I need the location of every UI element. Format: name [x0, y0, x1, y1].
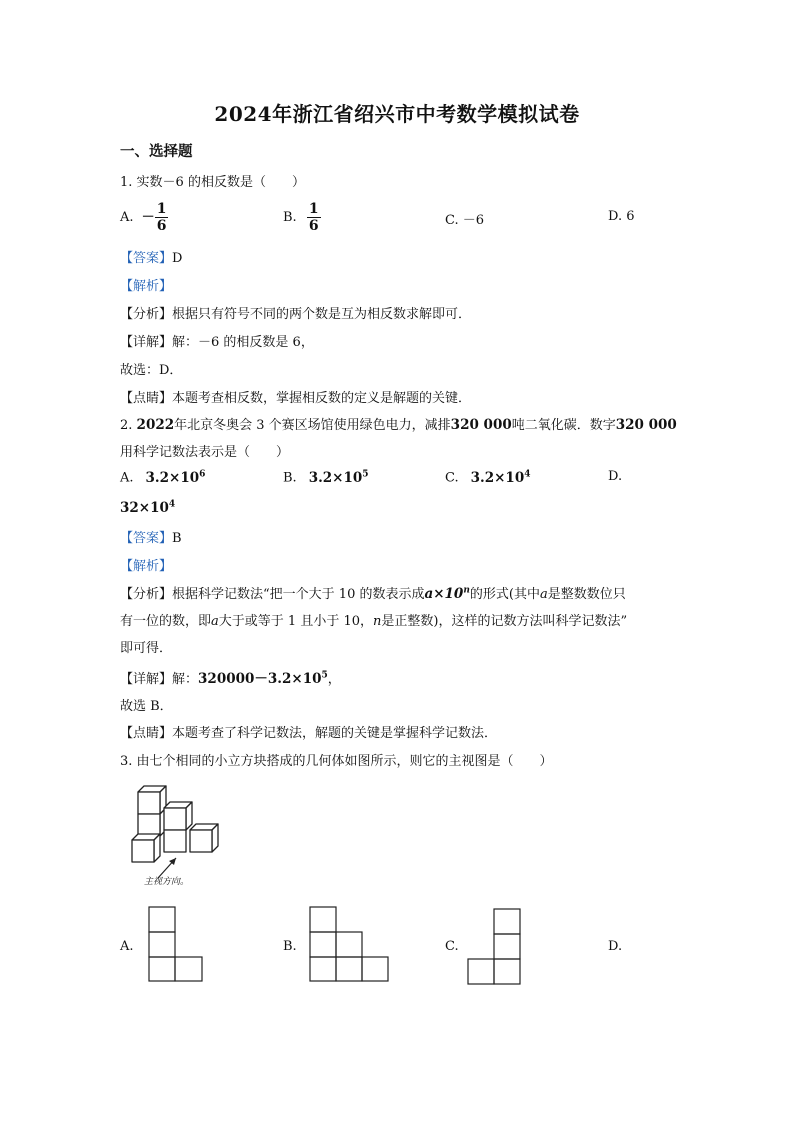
- q1-option-b-fraction: [307, 201, 321, 234]
- math-base: 320000－3.2×10: [198, 671, 322, 687]
- q2-fenxi-line3: 即可得．: [120, 641, 173, 656]
- answer-value: D: [172, 251, 183, 266]
- q3-option-d-label: D.: [608, 939, 623, 954]
- math-base: 3.2×10: [470, 469, 525, 486]
- fenxi-text: 大于或等于 1 且小于 10，: [218, 614, 373, 629]
- q1-option-a: [120, 201, 168, 234]
- q2-stem-text: 吨二氧化碳．数字: [511, 418, 616, 433]
- fenxi-text: 是正整数)，这样的记数方法叫科学记数法”: [381, 614, 628, 629]
- var-a: a: [539, 587, 548, 602]
- fenxi-text: 根据科学记数法“把一个大于 10 的数表示成: [172, 587, 425, 602]
- q2-answer: [120, 527, 182, 546]
- dianjing-text: 本题考查相反数，掌握相反数的定义是解题的关键．: [172, 391, 472, 406]
- q2-xiangjie: [120, 667, 341, 687]
- q1-option-c: C. －6: [445, 213, 485, 228]
- option-label: C.: [445, 470, 459, 486]
- math-base: 3.2×10: [145, 469, 200, 486]
- q2-year: 2022: [136, 417, 175, 433]
- var-a: a: [211, 614, 219, 629]
- q2-option-c: [445, 469, 530, 486]
- q1-option-b-label: B.: [283, 210, 297, 225]
- q1-option-d: D. 6: [608, 209, 635, 224]
- math-base: a×10: [424, 586, 464, 602]
- answer-tag: 【答案】: [120, 531, 173, 546]
- xiangjie-text: 解：－6 的相反数是 6，: [172, 335, 314, 350]
- option-math: [120, 500, 175, 516]
- xiangjie-text: ，: [327, 672, 341, 687]
- q1-stem: 1. 实数－6 的相反数是（ ）: [120, 175, 305, 190]
- fenxi-text: 有一位的数，即: [120, 614, 212, 629]
- q1-fenxi: [120, 303, 471, 322]
- q3-option-b-label: B.: [283, 939, 297, 954]
- fenxi-text: 根据只有符号不同的两个数是互为相反数求解即可．: [172, 307, 472, 322]
- q3-option-b-figure: [309, 906, 391, 982]
- dianjing-tag: 【点睛】: [120, 391, 173, 406]
- fenxi-tag: 【分析】: [120, 587, 173, 602]
- math-exponent: 4: [168, 499, 176, 509]
- q2-option-a: [120, 469, 205, 486]
- q2-number-320000-a: 320 000: [450, 417, 512, 433]
- xiangjie-text: 解：: [172, 672, 199, 687]
- option-label: A.: [120, 470, 134, 486]
- xiangjie-math: [198, 671, 328, 687]
- q2-fenxi-line1: [120, 583, 626, 602]
- option-label: B.: [283, 470, 297, 486]
- fraction-denominator: 6: [308, 218, 319, 234]
- math-exponent: 5: [362, 469, 369, 479]
- fenxi-formula: [424, 586, 469, 602]
- fenxi-text: 是整数数位只: [547, 587, 626, 602]
- page-title: 2024年浙江省绍兴市中考数学模拟试卷: [214, 102, 580, 126]
- q1-option-a-label: A.: [120, 210, 134, 225]
- q2-stem-line1: [120, 414, 677, 433]
- q2-guxuan: 故选 B．: [120, 699, 173, 714]
- q1-xiangjie: [120, 331, 314, 350]
- fenxi-text: 的形式(其中: [469, 587, 540, 602]
- q2-number: 2.: [120, 418, 133, 433]
- math-exponent: n: [463, 585, 470, 596]
- q3-option-c-label: C.: [445, 939, 459, 954]
- math-exponent: 5: [321, 670, 328, 681]
- q2-stem-text: 年北京冬奥会 3 个赛区场馆使用绿色电力，减排: [174, 418, 451, 433]
- q1-option-a-fraction: [155, 201, 169, 234]
- fenxi-tag: 【分析】: [120, 307, 173, 322]
- q2-option-d: [120, 499, 175, 516]
- fraction-denominator: 6: [156, 218, 167, 234]
- q3-option-c-figure: [467, 908, 523, 986]
- view-direction-label: 主视方向。: [144, 877, 190, 887]
- q1-dianjing: [120, 387, 471, 406]
- answer-value: B: [172, 531, 182, 546]
- q2-stem-line2: 用科学记数法表示是（ ）: [120, 445, 290, 460]
- q1-answer: [120, 247, 182, 266]
- q2-option-d-label: D.: [608, 469, 623, 484]
- q1-guxuan: 故选：D．: [120, 363, 183, 378]
- option-math: [471, 470, 531, 486]
- dianjing-text: 本题考查了科学记数法，解题的关键是掌握科学记数法．: [172, 726, 498, 741]
- fraction-numerator: 1: [308, 201, 319, 217]
- q2-option-b: [283, 469, 369, 486]
- q2-number-320000-b: 320 000: [615, 417, 677, 433]
- q3-stem: 3. 由七个相同的小立方块搭成的几何体如图所示，则它的主视图是（ ）: [120, 754, 553, 769]
- q1-option-a-sign: －: [141, 210, 155, 225]
- q2-fenxi-line2: [120, 610, 627, 629]
- option-math: [309, 470, 369, 486]
- q3-option-a-label: A.: [120, 939, 134, 954]
- math-base: 32×10: [120, 499, 169, 516]
- var-n: n: [373, 614, 382, 629]
- q1-jiexi: 【解析】: [120, 279, 173, 294]
- math-exponent: 4: [524, 469, 531, 479]
- dianjing-tag: 【点睛】: [120, 726, 173, 741]
- q2-jiexi: 【解析】: [120, 559, 173, 574]
- fraction-numerator: 1: [156, 201, 167, 217]
- math-exponent: 6: [199, 469, 206, 479]
- q3-option-a-figure: [148, 906, 204, 982]
- section-heading: 一、选择题: [120, 143, 193, 160]
- math-base: 3.2×10: [308, 469, 363, 486]
- option-math: [146, 470, 206, 486]
- q2-dianjing: [120, 722, 497, 741]
- q1-option-b: [283, 201, 321, 234]
- answer-tag: 【答案】: [120, 251, 173, 266]
- xiangjie-tag: 【详解】: [120, 672, 173, 687]
- xiangjie-tag: 【详解】: [120, 335, 173, 350]
